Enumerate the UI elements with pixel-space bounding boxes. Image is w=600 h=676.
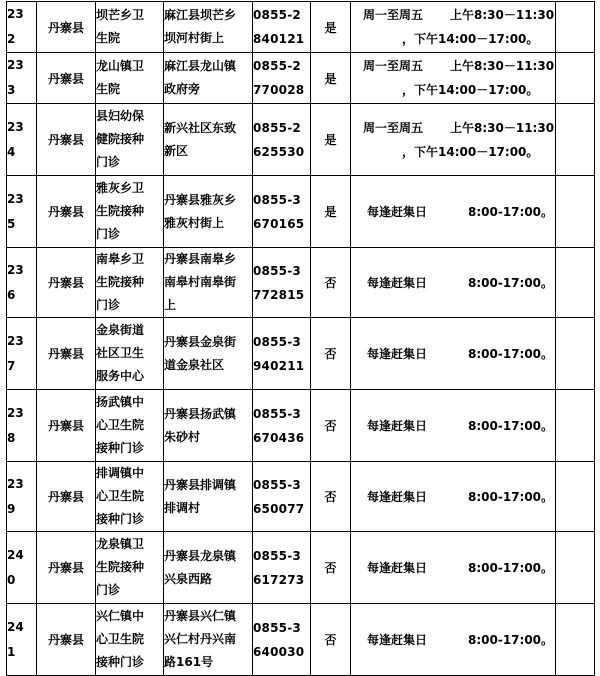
- blank-cell: [556, 462, 595, 532]
- address-line: 路161号: [164, 655, 214, 669]
- open-flag-cell: 是: [311, 53, 351, 104]
- unit-name-line: 南皋乡卫: [96, 252, 145, 266]
- market-day-time: 8:00-17:00。: [468, 632, 554, 647]
- phone-cell: [253, 2, 311, 53]
- address-line: 丹寨县兴仁镇: [164, 609, 237, 623]
- phone-line: 840121: [253, 32, 305, 46]
- address-line: 坝河村街上: [164, 31, 225, 45]
- market-day-time: 8:00-17:00。: [468, 204, 554, 219]
- county-cell: 丹寨县: [37, 248, 96, 318]
- market-day-label: 每逢赶集日: [367, 418, 428, 433]
- hours-morning: 上午8:30－11:30: [450, 8, 555, 22]
- address-cell: [164, 532, 253, 604]
- unit-name-line: 门诊: [96, 583, 121, 597]
- phone-cell: [253, 390, 311, 462]
- row-number-line: 24: [7, 547, 24, 562]
- address-cell: [164, 604, 253, 676]
- hours-cell: [351, 104, 556, 176]
- address-line: 南皋村南皋街: [164, 275, 237, 289]
- row-number-cell: [7, 462, 37, 532]
- phone-line: 770028: [253, 83, 305, 97]
- unit-name-line: 门诊: [96, 298, 121, 312]
- hours-afternoon: ，下午14:00－17:00。: [402, 83, 539, 97]
- hours-line: [351, 485, 555, 509]
- market-day-time: 8:00-17:00。: [468, 489, 554, 504]
- unit-name-cell: [96, 604, 164, 676]
- address-line: 丹寨县南皋乡: [164, 252, 237, 266]
- phone-cell: [253, 53, 311, 104]
- hours-afternoon: ，下午14:00－17:00。: [402, 144, 539, 159]
- blank-cell: [556, 248, 595, 318]
- address-cell: [164, 176, 253, 248]
- phone-line: 617273: [253, 572, 305, 587]
- open-flag-cell: 是: [311, 2, 351, 53]
- unit-name-cell: [96, 532, 164, 604]
- unit-name-line: 接种门诊: [96, 441, 145, 455]
- table-row: [7, 532, 595, 604]
- unit-name-line: 心卫生院: [96, 632, 145, 646]
- unit-name-cell: [96, 2, 164, 53]
- hours-cell: [351, 2, 556, 53]
- open-flag-cell: 否: [311, 248, 351, 318]
- address-cell: [164, 462, 253, 532]
- unit-name-cell: [96, 248, 164, 318]
- address-line: 排调村: [164, 500, 201, 515]
- address-cell: [164, 104, 253, 176]
- phone-line: 940211: [253, 358, 305, 373]
- market-day-time: 8:00-17:00。: [468, 346, 554, 361]
- phone-cell: [253, 318, 311, 390]
- open-flag-cell: 否: [311, 604, 351, 676]
- row-number-cell: [7, 2, 37, 53]
- row-number-line: 23: [7, 262, 24, 277]
- row-number-line: 0: [7, 572, 16, 587]
- unit-name-line: 生院接种: [96, 275, 145, 289]
- unit-name-line: 龙泉镇卫: [96, 537, 145, 551]
- hours-cell: [351, 53, 556, 104]
- unit-name-line: 心卫生院: [96, 418, 145, 432]
- blank-cell: [556, 53, 595, 104]
- phone-line: 0855-3: [253, 406, 301, 421]
- county-cell: 丹寨县: [37, 104, 96, 176]
- table-row: [7, 462, 595, 532]
- row-number-cell: [7, 532, 37, 604]
- blank-cell: [556, 532, 595, 604]
- address-cell: [164, 2, 253, 53]
- row-number-line: 4: [7, 144, 16, 159]
- unit-name-line: 门诊: [96, 227, 121, 241]
- county-cell: 丹寨县: [37, 176, 96, 248]
- hours-line: [351, 628, 555, 652]
- address-line: 丹寨县龙泉镇: [164, 548, 237, 563]
- address-line: 麻江县龙山镇: [164, 59, 237, 73]
- county-cell: 丹寨县: [37, 318, 96, 390]
- hours-line: [351, 116, 555, 140]
- unit-name-line: 心卫生院: [96, 489, 145, 503]
- phone-line: 670165: [253, 216, 305, 231]
- phone-line: 772815: [253, 287, 305, 302]
- phone-line: 0855-3: [253, 620, 301, 635]
- market-day-label: 每逢赶集日: [367, 275, 428, 290]
- row-number-line: 23: [7, 58, 24, 72]
- clinic-table: [6, 1, 595, 676]
- unit-name-line: 社区卫生: [96, 346, 145, 360]
- unit-name-line: 坝芒乡卫: [96, 8, 145, 22]
- address-line: 政府旁: [164, 82, 201, 96]
- hours-cell: [351, 604, 556, 676]
- address-cell: [164, 248, 253, 318]
- county-cell: 丹寨县: [37, 462, 96, 532]
- open-flag-cell: 否: [311, 318, 351, 390]
- phone-line: 0855-2: [253, 8, 301, 22]
- market-day-time: 8:00-17:00。: [468, 275, 554, 290]
- row-number-line: 6: [7, 287, 16, 302]
- market-day-time: 8:00-17:00。: [468, 418, 554, 433]
- hours-days: 周一至周五: [363, 59, 424, 73]
- hours-line: [351, 556, 555, 580]
- row-number-cell: [7, 318, 37, 390]
- phone-line: 0855-3: [253, 334, 301, 349]
- unit-name-line: 生院: [96, 31, 121, 45]
- row-number-line: 5: [7, 216, 16, 231]
- county-cell: 丹寨县: [37, 53, 96, 104]
- address-line: 丹寨县雅灰乡: [164, 192, 237, 207]
- hours-line: [351, 54, 555, 78]
- phone-line: 0855-3: [253, 192, 301, 207]
- phone-cell: [253, 532, 311, 604]
- table-row: [7, 248, 595, 318]
- address-line: 雅灰村街上: [164, 215, 225, 230]
- address-line: 丹寨县扬武镇: [164, 406, 237, 421]
- row-number-line: 8: [7, 430, 16, 445]
- hours-morning: 上午8:30－11:30: [450, 120, 555, 135]
- phone-line: 0855-2: [253, 59, 301, 73]
- open-flag-cell: 否: [311, 462, 351, 532]
- row-number-line: 9: [7, 501, 16, 516]
- unit-name-line: 门诊: [96, 155, 121, 169]
- address-line: 兴泉西路: [164, 571, 213, 586]
- row-number-line: 2: [7, 32, 16, 46]
- phone-cell: [253, 462, 311, 532]
- unit-name-line: 金泉街道: [96, 323, 145, 337]
- phone-cell: [253, 176, 311, 248]
- address-cell: [164, 390, 253, 462]
- address-cell: [164, 53, 253, 104]
- unit-name-cell: [96, 53, 164, 104]
- row-number-cell: [7, 104, 37, 176]
- unit-name-cell: [96, 104, 164, 176]
- open-flag-cell: 否: [311, 390, 351, 462]
- row-number-cell: [7, 604, 37, 676]
- market-day-time: 8:00-17:00。: [468, 560, 554, 575]
- address-line: 新区: [164, 143, 189, 158]
- hours-cell: [351, 248, 556, 318]
- unit-name-cell: [96, 462, 164, 532]
- hours-cell: [351, 390, 556, 462]
- hours-line: [351, 200, 555, 224]
- hours-cell: [351, 532, 556, 604]
- unit-name-line: 健院接种: [96, 132, 145, 146]
- hours-line: [351, 271, 555, 295]
- row-number-line: 23: [7, 119, 24, 134]
- row-number-line: 23: [7, 7, 24, 21]
- unit-name-line: 排调镇中: [96, 466, 145, 480]
- phone-cell: [253, 248, 311, 318]
- row-number-cell: [7, 176, 37, 248]
- unit-name-line: 生院: [96, 82, 121, 96]
- hours-afternoon: ，下午14:00－17:00。: [402, 32, 539, 46]
- hours-line: [351, 342, 555, 366]
- phone-line: 0855-3: [253, 263, 301, 278]
- address-line: 丹寨县排调镇: [164, 477, 237, 492]
- unit-name-cell: [96, 318, 164, 390]
- address-line: 朱砂村: [164, 429, 201, 444]
- row-number-cell: [7, 390, 37, 462]
- blank-cell: [556, 176, 595, 248]
- row-number-cell: [7, 53, 37, 104]
- unit-name-line: 龙山镇卫: [96, 59, 145, 73]
- market-day-label: 每逢赶集日: [367, 204, 428, 219]
- row-number-line: 24: [7, 619, 24, 634]
- table-row: [7, 53, 595, 104]
- phone-line: 650077: [253, 501, 305, 516]
- phone-line: 670436: [253, 430, 305, 445]
- unit-name-line: 生院接种: [96, 204, 145, 218]
- unit-name-line: 生院接种: [96, 560, 145, 574]
- row-number-cell: [7, 248, 37, 318]
- unit-name-line: 扬武镇中: [96, 395, 145, 409]
- address-cell: [164, 318, 253, 390]
- market-day-label: 每逢赶集日: [367, 346, 428, 361]
- market-day-label: 每逢赶集日: [367, 632, 428, 647]
- row-number-line: 1: [7, 644, 16, 659]
- unit-name-line: 服务中心: [96, 369, 145, 383]
- address-line: 上: [164, 298, 177, 312]
- address-line: 道金泉社区: [164, 357, 225, 372]
- row-number-line: 3: [7, 83, 16, 97]
- unit-name-line: 接种门诊: [96, 655, 145, 669]
- hours-morning: 上午8:30－11:30: [450, 59, 555, 73]
- row-number-line: 23: [7, 333, 24, 348]
- table-row: [7, 104, 595, 176]
- hours-line: [351, 414, 555, 438]
- phone-line: 0855-3: [253, 477, 301, 492]
- address-line: 麻江县坝芒乡: [164, 8, 237, 22]
- county-cell: 丹寨县: [37, 2, 96, 53]
- row-number-line: 23: [7, 476, 24, 491]
- table-row: [7, 318, 595, 390]
- county-cell: 丹寨县: [37, 390, 96, 462]
- hours-days: 周一至周五: [363, 8, 424, 22]
- table-row: [7, 176, 595, 248]
- phone-line: 0855-3: [253, 548, 301, 563]
- market-day-label: 每逢赶集日: [367, 489, 428, 504]
- unit-name-line: 接种门诊: [96, 512, 145, 526]
- hours-cell: [351, 318, 556, 390]
- row-number-line: 7: [7, 358, 16, 373]
- table-row: [7, 604, 595, 676]
- phone-line: 0855-2: [253, 120, 301, 135]
- open-flag-cell: 是: [311, 104, 351, 176]
- unit-name-cell: [96, 176, 164, 248]
- blank-cell: [556, 604, 595, 676]
- county-cell: 丹寨县: [37, 604, 96, 676]
- phone-cell: [253, 104, 311, 176]
- unit-name-line: 兴仁镇中: [96, 609, 145, 623]
- open-flag-cell: 否: [311, 532, 351, 604]
- county-cell: 丹寨县: [37, 532, 96, 604]
- table-row: [7, 390, 595, 462]
- market-day-label: 每逢赶集日: [367, 560, 428, 575]
- address-line: 新兴社区东致: [164, 120, 237, 135]
- hours-line: [351, 3, 555, 27]
- hours-days: 周一至周五: [363, 120, 424, 135]
- blank-cell: [556, 2, 595, 53]
- row-number-line: 23: [7, 405, 24, 420]
- phone-line: 640030: [253, 644, 305, 659]
- blank-cell: [556, 318, 595, 390]
- row-number-line: 23: [7, 191, 24, 206]
- address-line: 兴仁村丹兴南: [164, 632, 237, 646]
- phone-cell: [253, 604, 311, 676]
- blank-cell: [556, 104, 595, 176]
- phone-line: 625530: [253, 144, 305, 159]
- open-flag-cell: 是: [311, 176, 351, 248]
- unit-name-cell: [96, 390, 164, 462]
- table-row: [7, 2, 595, 53]
- hours-cell: [351, 176, 556, 248]
- blank-cell: [556, 390, 595, 462]
- unit-name-line: 雅灰乡卫: [96, 181, 145, 195]
- address-line: 丹寨县金泉街: [164, 334, 237, 349]
- unit-name-line: 县妇幼保: [96, 109, 145, 123]
- hours-cell: [351, 462, 556, 532]
